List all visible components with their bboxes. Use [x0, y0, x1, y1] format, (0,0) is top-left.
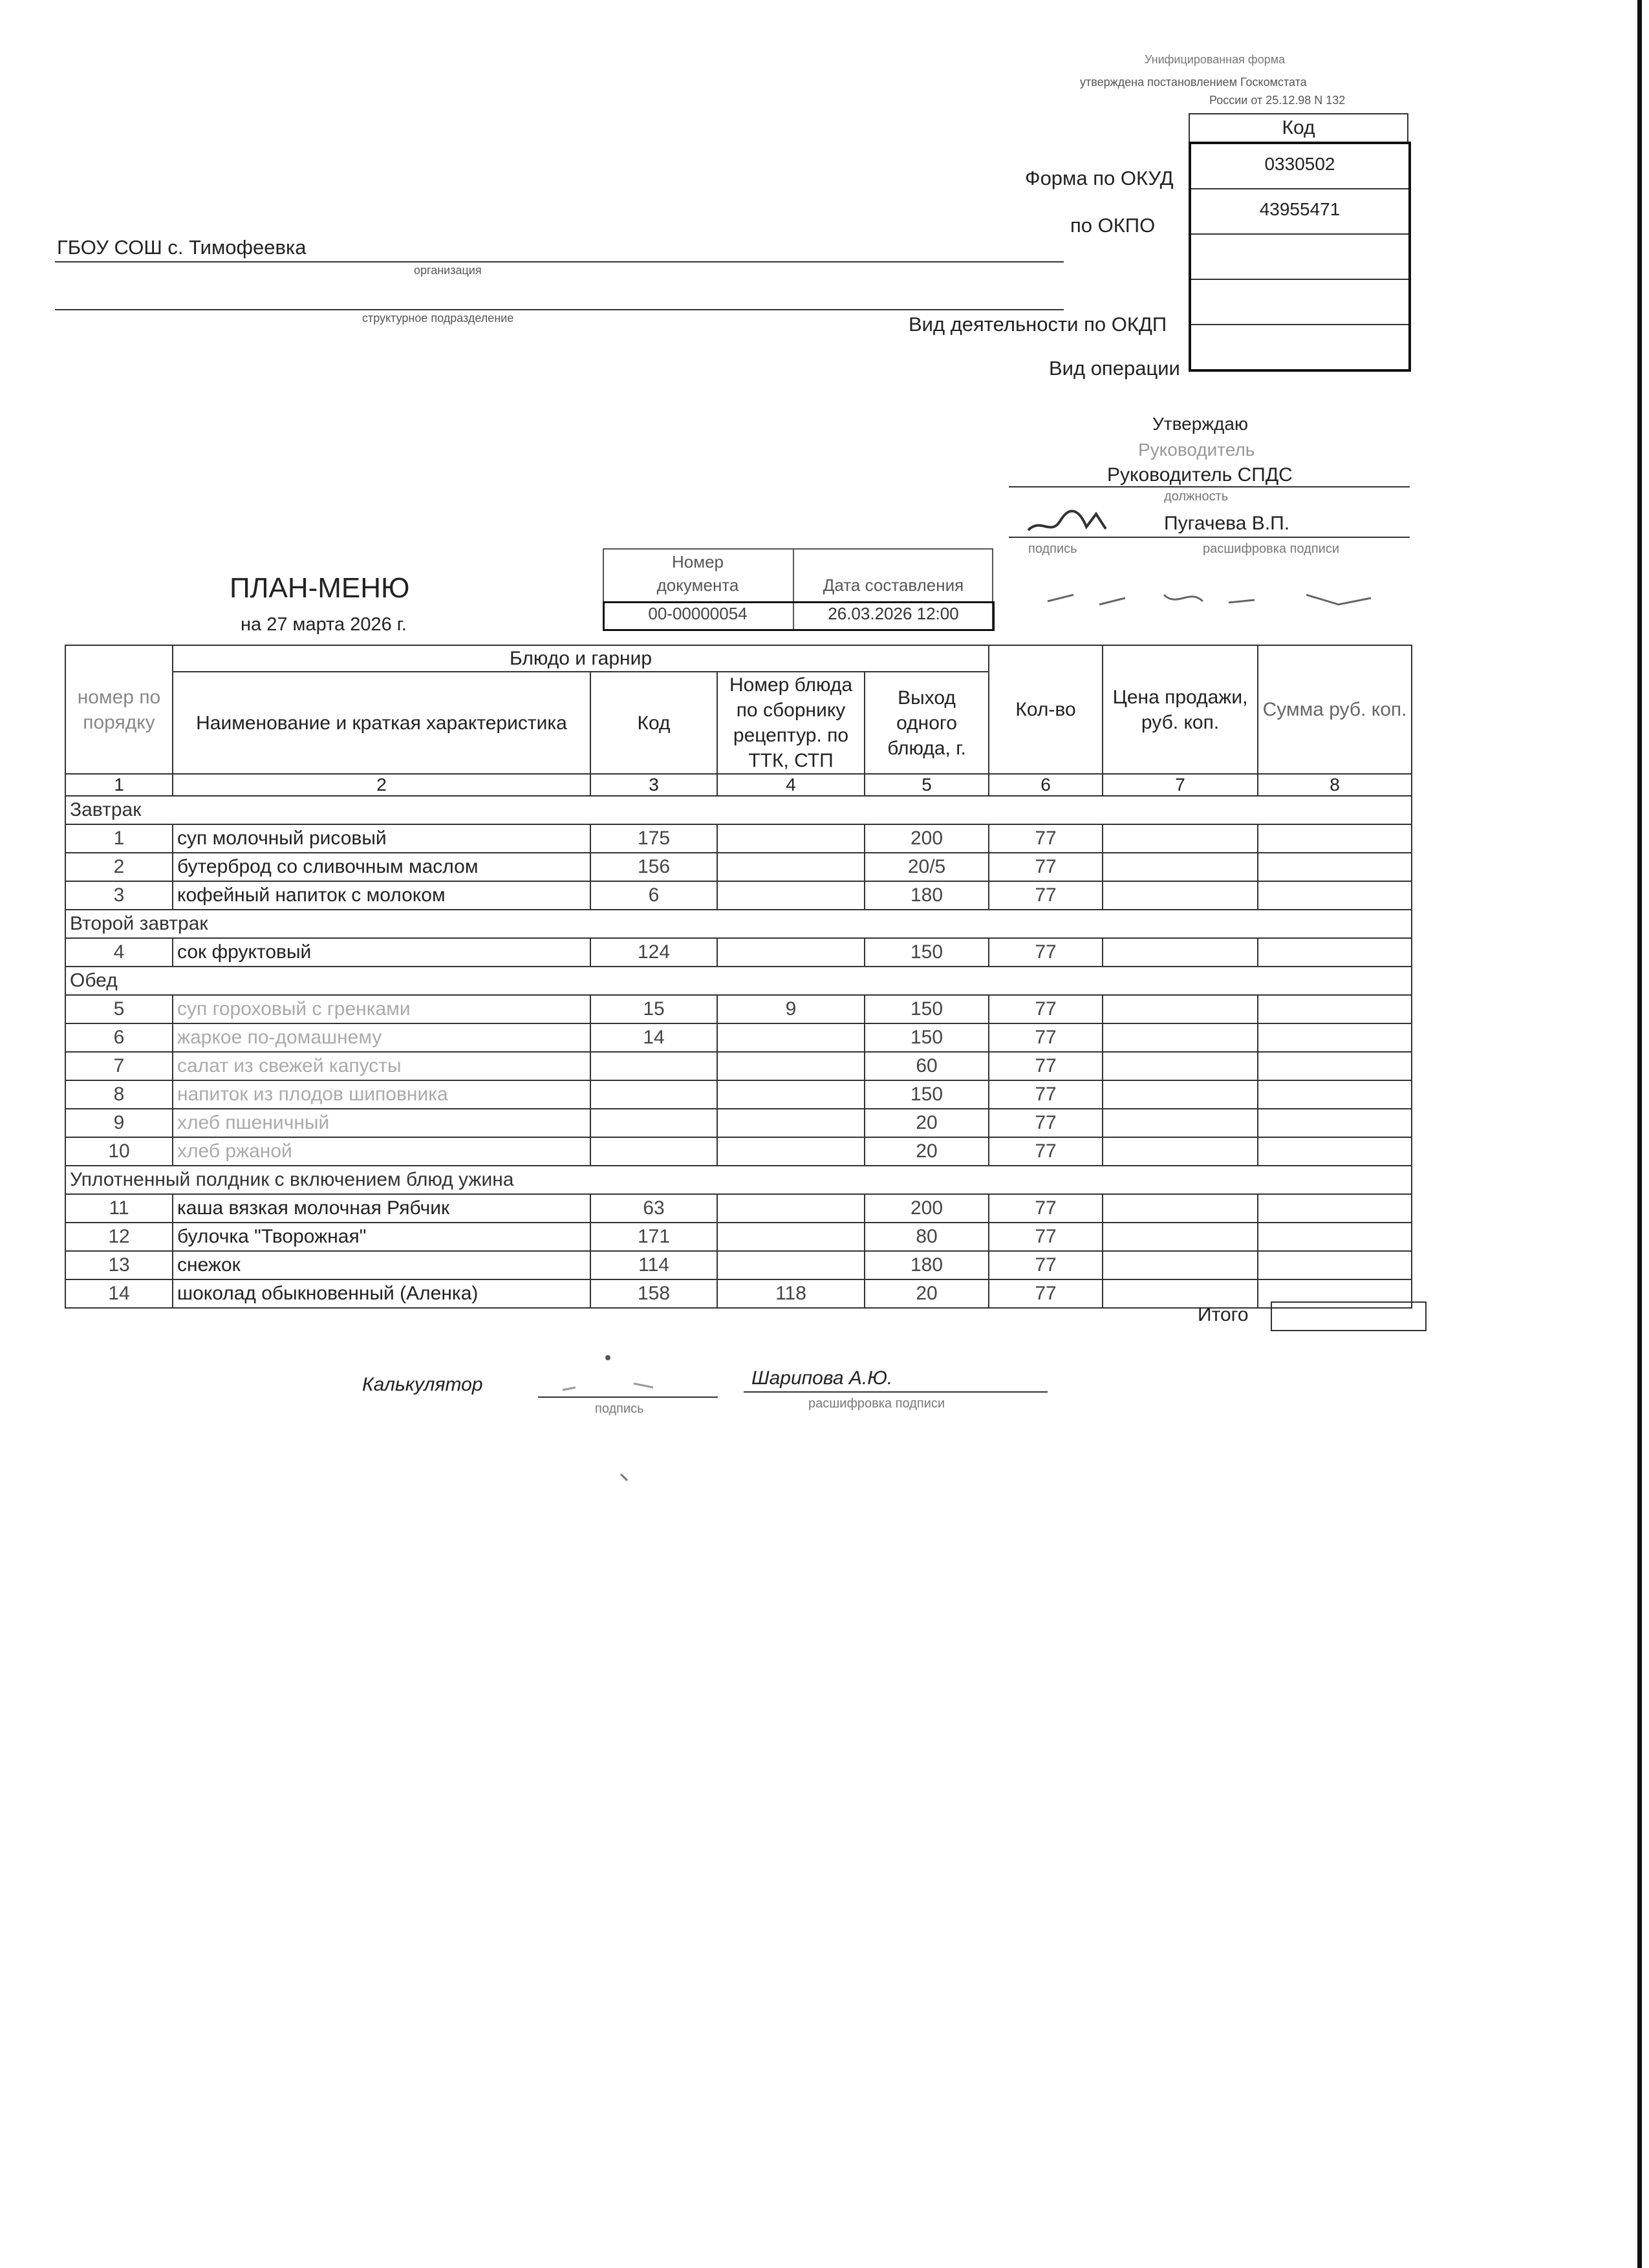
doc-date-label: Дата составления [823, 575, 964, 595]
row-price [1103, 1223, 1258, 1251]
row-price [1103, 881, 1258, 910]
row-dish-name: суп гороховый с гренками [173, 995, 590, 1023]
table-row [65, 1194, 1412, 1223]
row-dish-name: салат из свежей капусты [173, 1052, 590, 1080]
row-code: 114 [590, 1251, 717, 1279]
row-recipe [717, 938, 865, 967]
row-sum [1258, 995, 1412, 1023]
row-number: 8 [65, 1080, 173, 1109]
row-quantity: 77 [989, 1223, 1103, 1251]
column-number: 6 [989, 774, 1103, 796]
col-name-header: Наименование и краткая характеристика [173, 672, 590, 774]
row-sum [1258, 1080, 1412, 1109]
operation-code [1191, 324, 1408, 369]
row-number: 13 [65, 1251, 173, 1279]
row-dish-name: каша вязкая молочная Рябчик [173, 1194, 590, 1223]
col-output-header: Выход одного блюда, г. [865, 672, 989, 774]
row-quantity: 77 [989, 824, 1103, 853]
row-code: 156 [590, 853, 717, 881]
table-row [65, 1052, 1412, 1080]
row-recipe [717, 1137, 865, 1166]
row-code [590, 1052, 717, 1080]
col-num-header: номер по порядку [65, 645, 173, 774]
row-quantity: 77 [989, 1251, 1103, 1279]
table-row [65, 1023, 1412, 1052]
table-row [65, 824, 1412, 853]
row-sum [1258, 938, 1412, 967]
row-quantity: 77 [989, 1052, 1103, 1080]
section-title: Второй завтрак [65, 910, 1412, 938]
column-number: 5 [865, 774, 989, 796]
group-header: Блюдо и гарнир [173, 645, 989, 672]
col-qty-header: Кол-во [989, 645, 1103, 774]
row-number: 7 [65, 1052, 173, 1080]
row-number: 12 [65, 1223, 173, 1251]
row-price [1103, 824, 1258, 853]
row-code [590, 1080, 717, 1109]
row-number: 4 [65, 938, 173, 967]
position-line [1009, 486, 1410, 487]
column-number: 1 [65, 774, 173, 796]
footer-scan-marks [537, 1345, 705, 1500]
section-row [65, 967, 1412, 995]
row-code [590, 1109, 717, 1137]
row-code: 63 [590, 1194, 717, 1223]
row-sum [1258, 881, 1412, 910]
row-code: 124 [590, 938, 717, 967]
row-number: 3 [65, 881, 173, 910]
row-quantity: 77 [989, 853, 1103, 881]
row-price [1103, 1194, 1258, 1223]
organization-name: ГБОУ СОШ с. Тимофеевка [57, 236, 307, 259]
col-sum-header: Сумма руб. коп. [1258, 645, 1412, 774]
row-quantity: 77 [989, 938, 1103, 967]
row-quantity: 77 [989, 1023, 1103, 1052]
approve-head: Руководитель [1138, 440, 1255, 460]
menu-table-body [65, 796, 1412, 1308]
approver-name: Пугачева В.П. [1164, 513, 1290, 534]
row-dish-name: жаркое по-домашнему [173, 1023, 590, 1052]
approval-signature-caption: подпись [1028, 542, 1077, 556]
row-recipe: 118 [717, 1279, 865, 1308]
organization-line [55, 261, 1064, 262]
row-number: 6 [65, 1023, 173, 1052]
row-output: 200 [865, 824, 989, 853]
row-quantity: 77 [989, 881, 1103, 910]
row-recipe [717, 824, 865, 853]
table-row [65, 938, 1412, 967]
doc-number-label-2: документа [656, 575, 739, 595]
okdp-label: Вид деятельности по ОКДП [909, 313, 1167, 336]
column-number: 7 [1103, 774, 1258, 796]
document-subtitle: на 27 марта 2026 г. [241, 614, 407, 635]
row-dish-name: напиток из плодов шиповника [173, 1080, 590, 1109]
code-header: Код [1189, 113, 1408, 143]
scan-edge [1637, 0, 1642, 2268]
row-price [1103, 1137, 1258, 1166]
row-number: 5 [65, 995, 173, 1023]
table-row [65, 881, 1412, 910]
row-code: 158 [590, 1279, 717, 1308]
row-quantity: 77 [989, 1194, 1103, 1223]
doc-number-label-1: Номер [671, 552, 724, 572]
row-recipe [717, 1023, 865, 1052]
operation-label: Вид операции [1049, 357, 1180, 380]
row-dish-name: хлеб ржаной [173, 1137, 590, 1166]
document-title: ПЛАН-МЕНЮ [230, 572, 410, 604]
row-number: 14 [65, 1279, 173, 1308]
code-box [1189, 142, 1411, 372]
row-price [1103, 938, 1258, 967]
row-sum [1258, 1194, 1412, 1223]
table-row [65, 853, 1412, 881]
section-title: Завтрак [65, 796, 1412, 824]
table-row [65, 995, 1412, 1023]
row-code: 15 [590, 995, 717, 1023]
col-price-header: Цена продажи, руб. коп. [1103, 645, 1258, 774]
row-output: 80 [865, 1223, 989, 1251]
calculator-name-caption: расшифровка подписи [808, 1396, 945, 1411]
row-recipe [717, 1109, 865, 1137]
okpo-label: по ОКПО [1070, 214, 1156, 237]
row-recipe [717, 1251, 865, 1279]
row-number: 1 [65, 824, 173, 853]
row-output: 150 [865, 995, 989, 1023]
row-recipe [717, 1194, 865, 1223]
section-row [65, 910, 1412, 938]
column-number: 8 [1258, 774, 1412, 796]
row-sum [1258, 1137, 1412, 1166]
col-recipe-header: Номер блюда по сборнику рецептур. по ТТК, СТП [717, 672, 865, 774]
division-line [55, 309, 1064, 310]
row-recipe [717, 1223, 865, 1251]
column-number: 3 [590, 774, 717, 796]
row-output: 200 [865, 1194, 989, 1223]
okud-code: 0330502 [1191, 142, 1408, 188]
form-note-3: России от 25.12.98 N 132 [1209, 94, 1346, 107]
approval-date-scribble [1035, 575, 1397, 627]
row-price [1103, 853, 1258, 881]
doc-number-value: 00-00000054 [648, 604, 748, 623]
calculator-label: Калькулятор [362, 1374, 483, 1395]
section-title: Уплотненный полдник с включением блюд ужина [65, 1166, 1412, 1194]
row-output: 180 [865, 1251, 989, 1279]
menu-table [65, 645, 1412, 1309]
row-number: 9 [65, 1109, 173, 1137]
row-output: 150 [865, 938, 989, 967]
organization-caption: организация [414, 264, 482, 277]
row-recipe [717, 1080, 865, 1109]
section-title: Обед [65, 967, 1412, 995]
row-recipe [717, 881, 865, 910]
row-quantity: 77 [989, 1137, 1103, 1166]
row-dish-name: хлеб пшеничный [173, 1109, 590, 1137]
row-recipe: 9 [717, 995, 865, 1023]
section-row [65, 796, 1412, 824]
document-number-box [603, 548, 993, 631]
table-row [65, 1080, 1412, 1109]
row-price [1103, 995, 1258, 1023]
total-label: Итого [1198, 1304, 1249, 1325]
row-quantity: 77 [989, 995, 1103, 1023]
row-code: 171 [590, 1223, 717, 1251]
row-output: 180 [865, 881, 989, 910]
row-code: 6 [590, 881, 717, 910]
row-dish-name: булочка "Творожная" [173, 1223, 590, 1251]
row-recipe [717, 1052, 865, 1080]
approval-name-caption: расшифровка подписи [1203, 542, 1340, 556]
column-numbers-row [65, 774, 1412, 796]
row-sum [1258, 1109, 1412, 1137]
table-row [65, 1137, 1412, 1166]
row-dish-name: снежок [173, 1251, 590, 1279]
approve-label: Утверждаю [1152, 414, 1248, 434]
row-price [1103, 1052, 1258, 1080]
table-row [65, 1109, 1412, 1137]
okud-label: Форма по ОКУД [1025, 167, 1174, 189]
row-sum [1258, 824, 1412, 853]
row-output: 150 [865, 1023, 989, 1052]
form-note-1: Унифицированная форма [1145, 53, 1286, 66]
empty-code-1 [1191, 233, 1408, 279]
calculator-signature-caption: подпись [595, 1402, 644, 1416]
row-dish-name: бутерброд со сливочным маслом [173, 853, 590, 881]
row-price [1103, 1080, 1258, 1109]
row-sum [1258, 1223, 1412, 1251]
row-quantity: 77 [989, 1080, 1103, 1109]
approval-name-line [1009, 537, 1410, 538]
row-sum [1258, 1052, 1412, 1080]
form-note-2: утверждена постановлением Госкомстата [1080, 76, 1307, 89]
row-output: 20 [865, 1137, 989, 1166]
row-code: 175 [590, 824, 717, 853]
table-row [65, 1223, 1412, 1251]
row-sum [1258, 853, 1412, 881]
row-price [1103, 1023, 1258, 1052]
row-dish-name: кофейный напиток с молоком [173, 881, 590, 910]
row-sum [1258, 1023, 1412, 1052]
section-row [65, 1166, 1412, 1194]
row-sum [1258, 1251, 1412, 1279]
okpo-code: 43955471 [1191, 188, 1408, 233]
row-number: 2 [65, 853, 173, 881]
row-output: 150 [865, 1080, 989, 1109]
okdp-code [1191, 279, 1408, 324]
row-output: 20 [865, 1109, 989, 1137]
row-quantity: 77 [989, 1279, 1103, 1308]
row-dish-name: сок фруктовый [173, 938, 590, 967]
row-price [1103, 1109, 1258, 1137]
row-output: 60 [865, 1052, 989, 1080]
col-code-header: Код [590, 672, 717, 774]
row-recipe [717, 853, 865, 881]
table-row [65, 1251, 1412, 1279]
row-number: 10 [65, 1137, 173, 1166]
division-caption: структурное подразделение [362, 312, 514, 325]
row-number: 11 [65, 1194, 173, 1223]
calculator-name-line [744, 1391, 1048, 1393]
row-dish-name: суп молочный рисовый [173, 824, 590, 853]
total-value-box [1271, 1301, 1427, 1331]
row-output: 20 [865, 1279, 989, 1308]
column-number: 2 [173, 774, 590, 796]
approve-position: Руководитель СПДС [1107, 464, 1293, 486]
row-dish-name: шоколад обыкновенный (Аленка) [173, 1279, 590, 1308]
row-output: 20/5 [865, 853, 989, 881]
row-price [1103, 1251, 1258, 1279]
column-number: 4 [717, 774, 865, 796]
doc-date-value: 26.03.2026 12:00 [828, 604, 959, 623]
row-code: 14 [590, 1023, 717, 1052]
row-code [590, 1137, 717, 1166]
calculator-name: Шарипова А.Ю. [751, 1367, 893, 1389]
position-caption: должность [1164, 489, 1229, 504]
row-quantity: 77 [989, 1109, 1103, 1137]
